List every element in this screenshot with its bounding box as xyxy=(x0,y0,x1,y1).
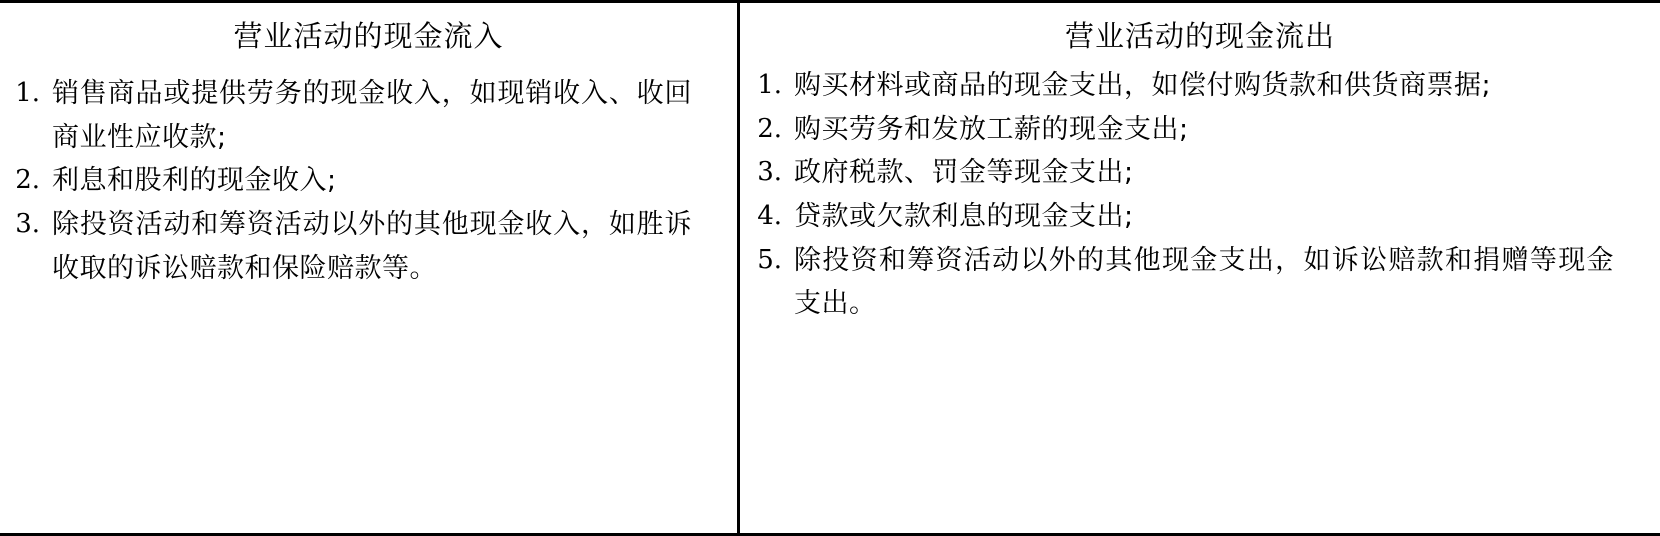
list-item xyxy=(750,108,1634,152)
cash-outflow-list xyxy=(740,64,1660,326)
table-column-cash-outflow xyxy=(740,3,1660,533)
list-item xyxy=(750,239,1634,326)
list-item xyxy=(8,72,715,159)
list-item-number: 3. xyxy=(757,157,782,188)
table-column-cash-inflow xyxy=(0,3,740,533)
list-item xyxy=(750,64,1634,108)
list-item-text: 除投资和筹资活动以外的其他现金支出，如诉讼赔款和捐赠等现金支出。 xyxy=(794,244,1614,320)
cash-inflow-list xyxy=(0,72,737,291)
column-header-cash-outflow: 营业活动的现金流出 xyxy=(1064,19,1335,53)
list-item-text: 购买劳务和发放工薪的现金支出; xyxy=(794,113,1189,145)
list-item-text: 购买材料或商品的现金支出，如偿付购货款和供货商票据; xyxy=(794,69,1492,101)
list-item-number: 4. xyxy=(757,201,782,231)
list-item xyxy=(8,159,715,203)
list-item-text: 除投资活动和筹资活动以外的其他现金收入，如胜诉收取的诉讼赔款和保险赔款等。 xyxy=(52,209,692,284)
list-item xyxy=(750,195,1634,239)
column-header-cash-inflow: 营业活动的现金流入 xyxy=(233,19,504,53)
list-item xyxy=(750,151,1634,195)
list-item-number: 2. xyxy=(757,113,782,144)
list-item-number: 1. xyxy=(757,69,782,100)
list-item xyxy=(8,203,715,290)
list-item-number: 1. xyxy=(15,77,40,108)
list-item-text: 贷款或欠款利息的现金支出; xyxy=(794,201,1134,232)
list-item-text: 利息和股利的现金收入; xyxy=(52,165,337,197)
list-item-text: 销售商品或提供劳务的现金收入，如现销收入、收回商业性应收款; xyxy=(52,77,692,153)
list-item-number: 5. xyxy=(757,244,782,275)
list-item-number: 2. xyxy=(15,165,40,196)
list-item-number: 3. xyxy=(15,209,40,239)
list-item-text: 政府税款、罚金等现金支出; xyxy=(794,157,1134,189)
